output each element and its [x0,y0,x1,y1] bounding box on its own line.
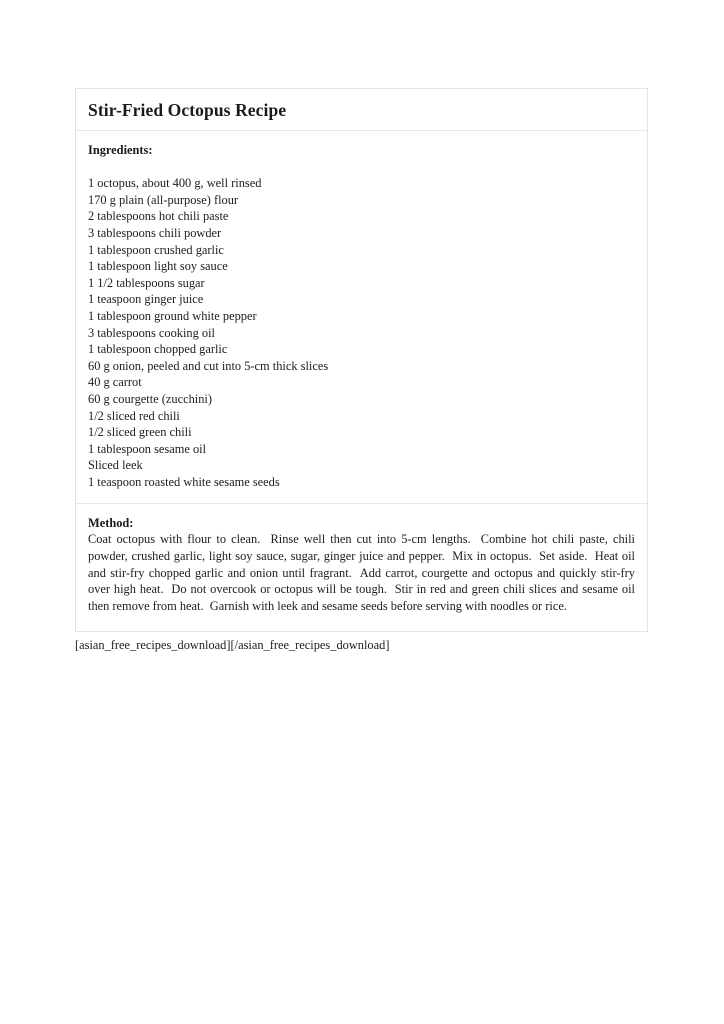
list-item: 2 tablespoons hot chili paste [88,209,229,224]
recipe-title-row [76,89,647,131]
method-heading: Method: [88,515,134,530]
list-item: 1 tablespoon light soy sauce [88,259,228,274]
ingredients-list [88,175,635,490]
list-item: 60 g courgette (zucchini) [88,391,212,406]
list-item: 3 tablespoons chili powder [88,226,222,240]
ingredients-heading: Ingredients: [88,143,153,158]
list-item: 170 g plain (all-purpose) flour [88,192,239,207]
method-section [76,504,647,631]
page-title: Stir-Fried Octopus Recipe [88,100,287,120]
list-item: 1 tablespoon crushed garlic [88,242,224,257]
list-item: 1 teaspoon roasted white sesame seeds [88,474,280,489]
recipe-card [75,88,648,632]
ingredients-spacer [88,159,635,176]
method-body: Coat octopus with flour to clean. Rinse well then cut into 5-cm lengths. Combine hot chili paste, chili powder, crushed garlic, light soy sauce, sugar, ginger juice and pepper. Mix in octopus. Set aside. Heat oil and stir-fry chopped garlic and onion until fragrant. Add carrot, courgette and octopus and quickly stir-fry over high heat. Do not overcook or octopus will be tough. Stir in red and green chili slices and sesame oil then remove from heat. Garnish with leek and sesame seeds before serving with noodles or rice. [88,532,639,614]
list-item: 1 tablespoon ground white pepper [88,308,257,323]
list-item: 1/2 sliced green chili [88,425,192,440]
list-item: 60 g onion, peeled and cut into 5-cm thick slices [88,358,329,373]
list-item: 1/2 sliced red chili [88,408,180,423]
list-item: 1 tablespoon sesame oil [88,441,207,456]
list-item: 3 tablespoons cooking oil [88,325,215,340]
list-item: 40 g carrot [88,375,142,390]
download-shortcode-text: [asian_free_recipes_download][/asian_free_recipes_download] [75,638,390,652]
list-item: 1 1/2 tablespoons sugar [88,275,205,290]
ingredients-section [76,131,647,503]
list-item: 1 octopus, about 400 g, well rinsed [88,176,262,191]
list-item: 1 teaspoon ginger juice [88,292,204,307]
list-item: 1 tablespoon chopped garlic [88,342,228,357]
list-item: Sliced leek [88,458,143,473]
